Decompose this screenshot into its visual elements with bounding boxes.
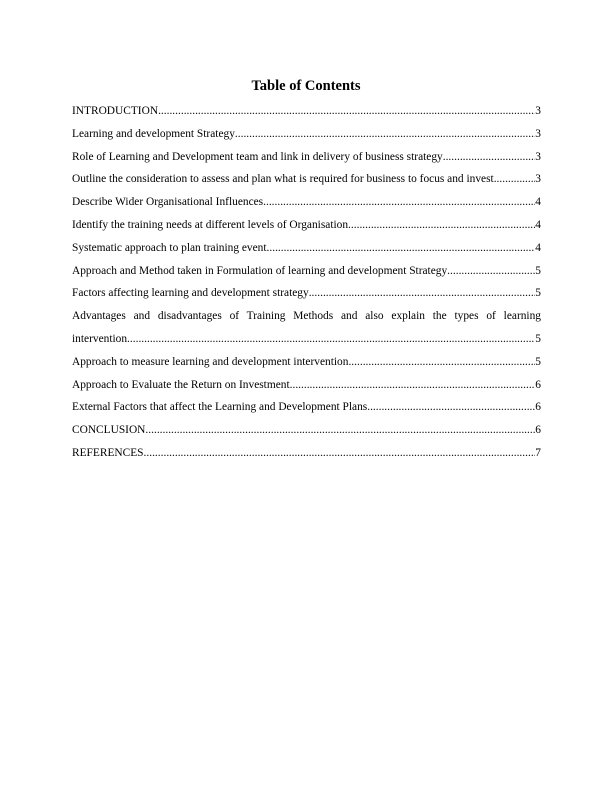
toc-entry-wider-influences[interactable] — [72, 191, 541, 214]
toc-dot-leader — [348, 214, 535, 237]
toc-page-number: 5 — [535, 332, 541, 345]
toc-dot-leader — [127, 328, 535, 351]
toc-page-number: 4 — [535, 241, 541, 254]
toc-entry-measure-intervention[interactable] — [72, 351, 541, 374]
toc-page-number: 4 — [535, 196, 541, 209]
toc-entry-label: Learning and development Strategy — [72, 127, 235, 140]
toc-entry-label: Factors affecting learning and development strategy — [72, 287, 309, 300]
toc-entry-label: CONCLUSION — [72, 424, 146, 437]
toc-title: Table of Contents — [251, 78, 361, 94]
toc-page-number: 5 — [535, 264, 541, 277]
toc-entry-outline-consideration[interactable] — [72, 168, 541, 191]
toc-entry-advantages-disadvantages[interactable] — [72, 305, 541, 351]
toc-dot-leader — [145, 419, 535, 442]
toc-entry-approach-method[interactable] — [72, 260, 541, 283]
toc-entry-label: INTRODUCTION — [72, 105, 159, 117]
toc-dot-leader — [235, 123, 535, 146]
toc-dot-leader — [443, 146, 536, 169]
toc-page-number: 5 — [535, 287, 541, 300]
toc-entry-systematic-approach[interactable] — [72, 237, 541, 260]
toc-page-number: 6 — [535, 424, 541, 437]
toc-page-number: 3 — [535, 173, 541, 186]
toc-page-number: 3 — [535, 105, 541, 117]
toc-dot-leader — [367, 396, 535, 419]
toc-entry-label: Advantages and disadvantages of Training Methods and also explain the types of learning — [72, 310, 541, 323]
toc-entry-label: Identify the training needs at different levels of Organisation — [72, 218, 349, 231]
toc-list — [72, 100, 541, 465]
toc-page-number: 3 — [535, 127, 541, 140]
toc-entry-label: Approach to Evaluate the Return on Investment — [72, 378, 290, 391]
toc-dot-leader — [144, 442, 536, 465]
toc-entry-factors-affecting[interactable] — [72, 282, 541, 305]
toc-dot-leader — [447, 260, 535, 283]
toc-dot-leader — [494, 168, 536, 191]
toc-entry-evaluate-roi[interactable] — [72, 374, 541, 397]
toc-dot-leader — [158, 100, 535, 123]
toc-dot-leader — [290, 374, 536, 397]
toc-entry-label: intervention — [72, 332, 128, 345]
toc-entry-ld-strategy[interactable] — [72, 123, 541, 146]
toc-page-number: 4 — [535, 218, 541, 231]
toc-page-number: 6 — [535, 378, 541, 391]
toc-entry-label: Approach to measure learning and development intervention — [72, 355, 349, 368]
toc-page-number: 5 — [535, 355, 541, 368]
toc-entry-conclusion[interactable] — [72, 419, 541, 442]
toc-entry-references[interactable] — [72, 442, 541, 465]
toc-entry-label: REFERENCES — [72, 446, 144, 459]
toc-dot-leader — [309, 282, 536, 305]
toc-entry-introduction[interactable] — [72, 100, 541, 123]
toc-entry-training-needs[interactable] — [72, 214, 541, 237]
toc-entry-continuation — [72, 328, 541, 351]
toc-page-number: 7 — [535, 446, 541, 459]
toc-page-number: 3 — [535, 150, 541, 163]
toc-entry-external-factors[interactable] — [72, 396, 541, 419]
toc-dot-leader — [263, 191, 535, 214]
toc-page-number: 6 — [535, 401, 541, 414]
toc-entry-role-ld-team[interactable] — [72, 146, 541, 169]
toc-entry-label: Outline the consideration to assess and plan what is required for business to focus and invest — [72, 173, 494, 186]
toc-entry-label: Systematic approach to plan training event — [72, 241, 267, 254]
toc-entry-label: External Factors that affect the Learning and Development Plans — [72, 401, 368, 414]
toc-dot-leader — [267, 237, 536, 260]
toc-dot-leader — [348, 351, 535, 374]
toc-entry-label: Approach and Method taken in Formulation of learning and development Strategy — [72, 264, 448, 277]
toc-entry-label: Describe Wider Organisational Influences — [72, 196, 264, 209]
toc-entry-label: Role of Learning and Development team and link in delivery of business strategy — [72, 150, 443, 163]
